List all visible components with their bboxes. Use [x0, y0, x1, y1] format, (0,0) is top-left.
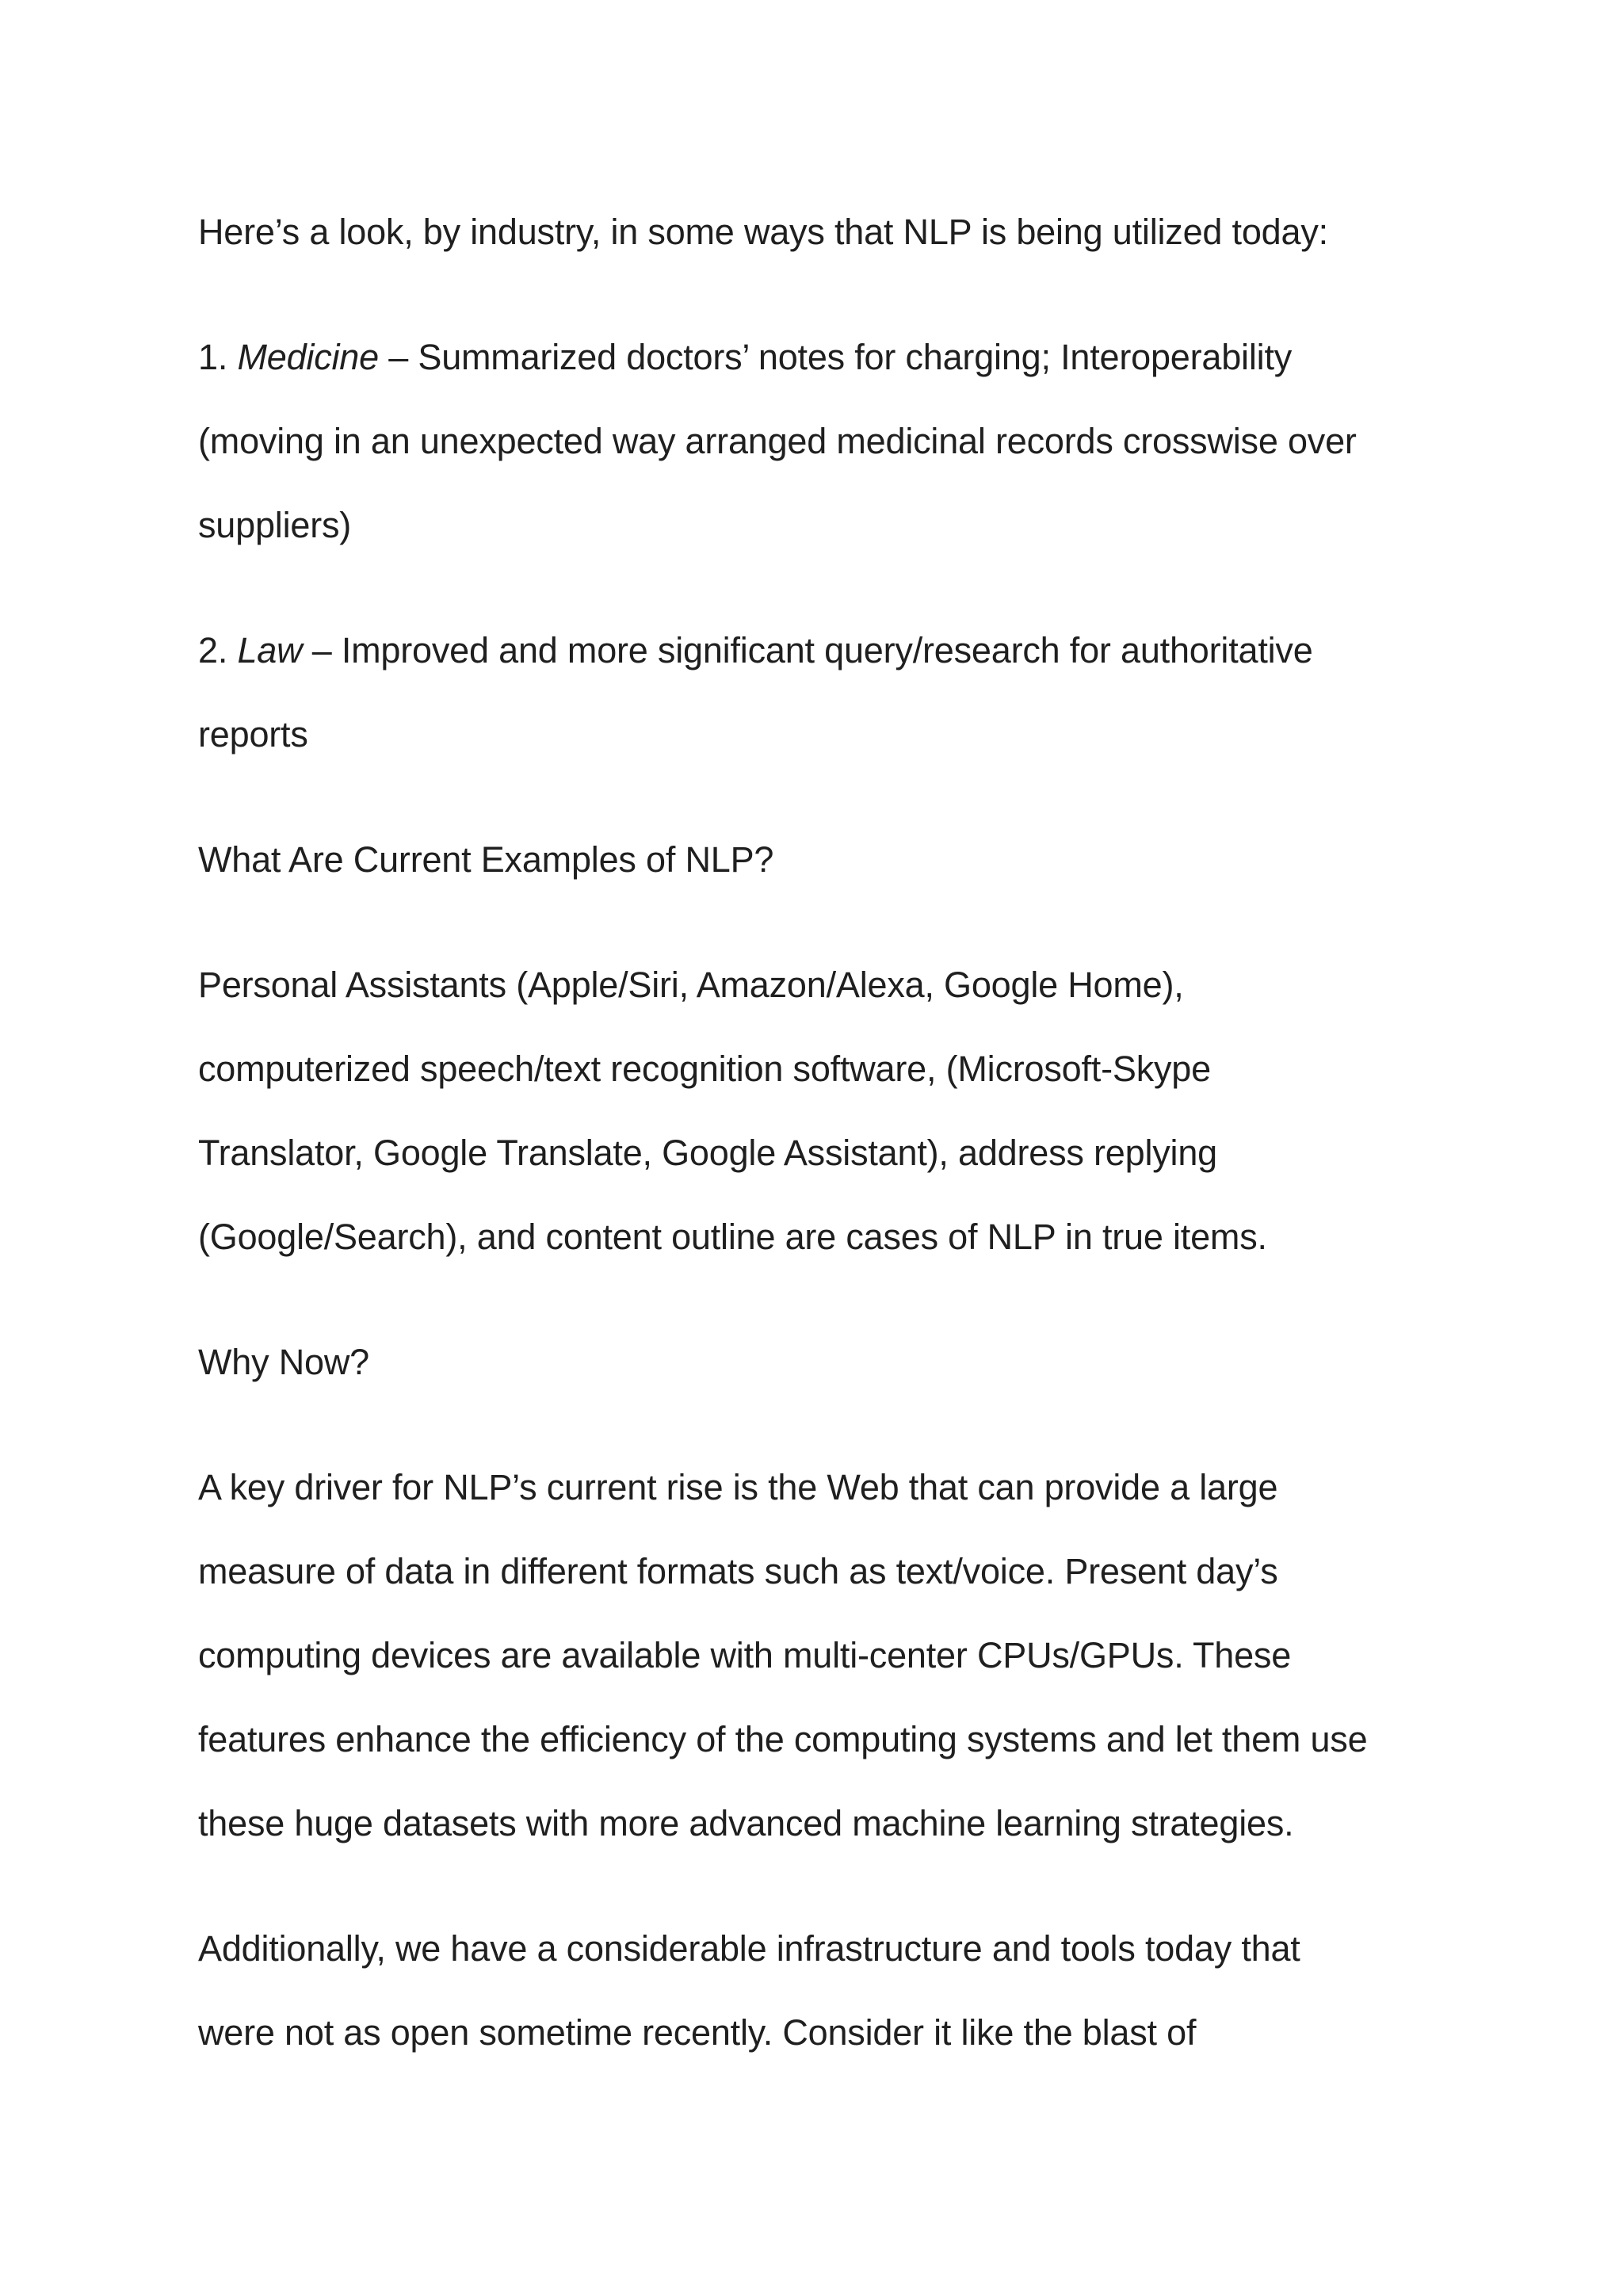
text-line	[198, 315, 1474, 399]
text-line: A key driver for NLP’s current rise is the Web that can provide a large	[198, 1467, 1278, 1507]
heading-text: Why Now?	[198, 1342, 369, 1382]
text-line: features enhance the efficiency of the computing systems and let them use	[198, 1719, 1368, 1759]
list-number: 2.	[198, 630, 228, 670]
examples-paragraph	[198, 943, 1474, 1279]
text-line: Translator, Google Translate, Google Assistant), address replying	[198, 1133, 1218, 1173]
text-line: computing devices are available with multi-center CPUs/GPUs. These	[198, 1635, 1292, 1675]
text-line: suppliers)	[198, 505, 352, 545]
why-now-paragraph	[198, 1446, 1474, 1866]
text-line: were not as open sometime recently. Consider it like the blast of	[198, 2012, 1197, 2053]
list-item-medicine	[198, 315, 1474, 567]
text-line: Here’s a look, by industry, in some ways that NLP is being utilized today:	[198, 212, 1328, 252]
list-text: – Summarized doctors’ notes for charging; Interoperability	[378, 337, 1293, 377]
additional-paragraph	[198, 1907, 1474, 2075]
text-line: reports	[198, 714, 308, 755]
document-body	[198, 190, 1474, 2116]
text-line: Additionally, we have a considerable infrastructure and tools today that	[198, 1928, 1300, 1969]
intro-paragraph	[198, 190, 1474, 274]
text-line: (Google/Search), and content outline are cases of NLP in true items.	[198, 1217, 1267, 1257]
section-heading-examples	[198, 818, 1474, 902]
text-line: Personal Assistants (Apple/Siri, Amazon/Alexa, Google Home),	[198, 965, 1184, 1005]
list-term: Medicine	[237, 337, 379, 377]
list-text: – Improved and more significant query/research for authoritative	[302, 630, 1313, 670]
heading-text: What Are Current Examples of NLP?	[198, 839, 774, 880]
list-item-law	[198, 609, 1474, 777]
text-line: measure of data in different formats such as text/voice. Present day’s	[198, 1551, 1278, 1591]
text-line: these huge datasets with more advanced machine learning strategies.	[198, 1803, 1294, 1843]
text-line: computerized speech/text recognition software, (Microsoft-Skype	[198, 1049, 1211, 1089]
text-line	[198, 609, 1474, 693]
list-number: 1.	[198, 337, 228, 377]
list-term: Law	[237, 630, 303, 670]
section-heading-why-now	[198, 1320, 1474, 1404]
text-line: (moving in an unexpected way arranged medicinal records crosswise over	[198, 421, 1357, 461]
